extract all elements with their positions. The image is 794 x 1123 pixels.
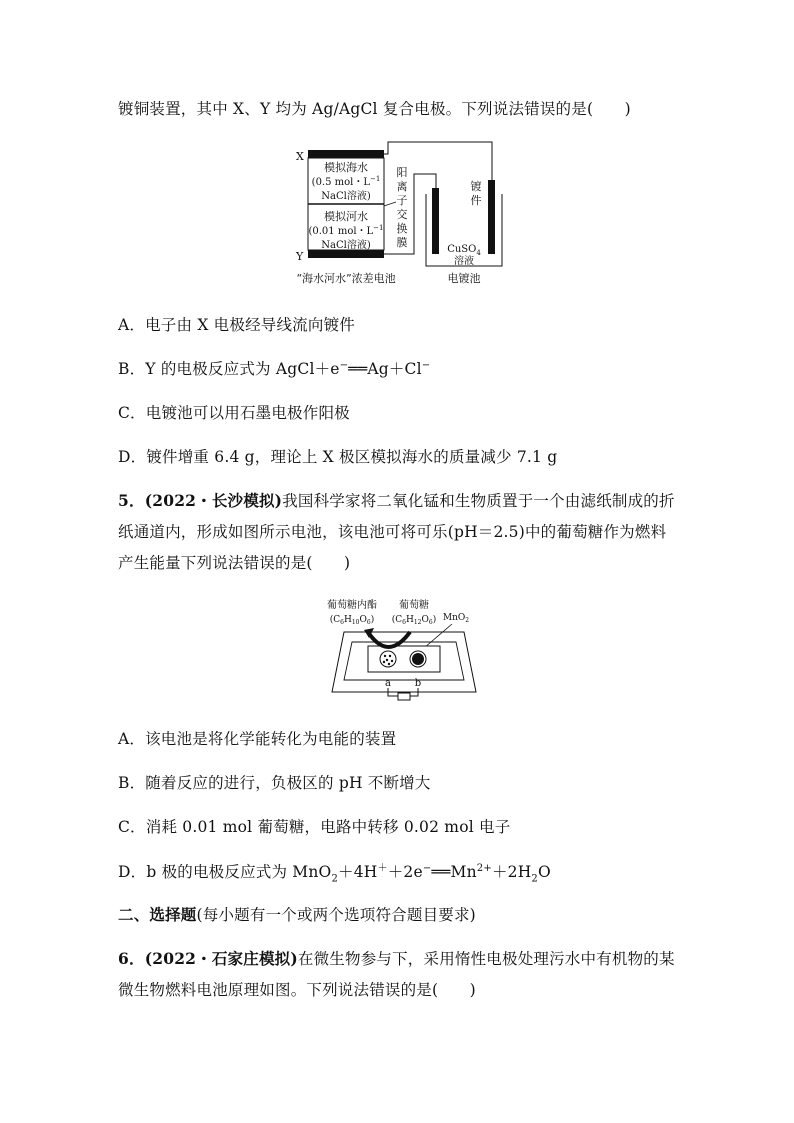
sea-text-3: NaCl溶液) xyxy=(321,191,371,202)
svg-text:(C6H12O6): $(C_6H_{12}O_6)$ xyxy=(391,615,437,626)
section-2-title: 二、选择题 xyxy=(118,905,197,924)
cuso4-text-2: 溶液 xyxy=(454,256,474,267)
anode-plate xyxy=(432,188,439,254)
q6-number: 6． xyxy=(118,949,145,968)
wire-y xyxy=(384,174,436,254)
membrane-char-5: 膜 xyxy=(396,236,408,249)
electrode-box xyxy=(368,646,440,672)
q4-option-a: A．电子由 X 电极经导线流向镀件 xyxy=(118,316,355,334)
figure-concentration-cell xyxy=(288,140,528,290)
membrane-char-0: 阳 xyxy=(396,166,408,179)
q5-line-1 xyxy=(118,489,675,511)
q4-b-mid: ══Ag＋Cl xyxy=(348,360,422,378)
q4-stem-tail: 镀铜装置，其中 X、Y 均为 Ag/AgCl 复合电极。下列说法错误的是( ) xyxy=(118,100,631,118)
label-y: Y xyxy=(296,250,304,263)
q6-line1-rest: 在微生物参与下，采用惰性电极处理污水中有机物的某 xyxy=(297,950,675,968)
river-text-3: NaCl溶液) xyxy=(321,240,371,251)
label-b: b xyxy=(414,678,422,689)
q5-option-b: B．随着反应的进行，负极区的 pH 不断增大 xyxy=(118,774,431,792)
q6-line-2: 微生物燃料电池原理如图。下列说法错误的是( ) xyxy=(118,981,476,999)
q5-option-c: C．消耗 0.01 mol 葡萄糖，电路中转移 0.02 mol 电子 xyxy=(118,818,511,836)
q6-source: (2022・石家庄模拟) xyxy=(144,949,298,968)
membrane-char-1: 离 xyxy=(396,180,408,193)
svg-text:(C6H10O6): $(C_6H_{10}O_6)$ xyxy=(329,615,375,626)
q4-option-b xyxy=(118,357,430,379)
load-resistor xyxy=(398,693,410,700)
sea-text-2: (0.5 mol・L xyxy=(311,177,370,188)
section-2-note: (每小题有一个或两个选项符合题目要求) xyxy=(196,906,476,924)
electrode-y xyxy=(308,250,384,258)
cathode-plate xyxy=(488,180,495,254)
plated-char-0: 镀 xyxy=(470,180,482,193)
membrane-char-2: 子 xyxy=(396,194,408,207)
river-text-1: 模拟河水 xyxy=(324,210,368,223)
section-2-heading xyxy=(118,903,476,925)
plated-char-1: 件 xyxy=(470,194,482,207)
q4-b-sup1: − xyxy=(339,359,349,371)
river-text-2: (0.01 mol・L xyxy=(308,226,374,237)
q5-line-3: 产生能量下列说法错误的是( ) xyxy=(118,554,351,572)
q5-option-d: D．b 极的电极反应式为 $MnO_2+4H^++2e^-══Mn^{2+}+2H_2O$ xyxy=(118,863,551,885)
svg-text:(0.5 mol・L−1 xyxy=(312,175,381,188)
q5-number: 5． xyxy=(118,491,145,510)
q4-b-sup2: − xyxy=(421,359,431,371)
sea-text-1: 模拟海水 xyxy=(324,161,368,174)
q4-b-pre: B．Y 的电极反应式为 AgCl＋e xyxy=(118,360,340,378)
river-text-2-sup: −1 xyxy=(373,224,384,232)
electrode-x xyxy=(308,150,384,158)
caption-plating-cell: 电镀池 xyxy=(447,272,481,285)
q5-line-2: 纸通道内，形成如图所示电池，该电池可将可乐(pH＝2.5)中的葡萄糖作为燃料 xyxy=(118,523,667,541)
sea-text-2-sup: −1 xyxy=(370,175,381,183)
cuso4-sub: 4 xyxy=(476,249,481,257)
label-a: a xyxy=(385,678,391,689)
svg-text:(0.01 mol・L−1 xyxy=(308,224,383,237)
cuso4-text: CuSO xyxy=(447,244,477,255)
label-x: X xyxy=(296,150,304,163)
membrane-char-4: 换 xyxy=(396,222,408,235)
figure-paper-cell xyxy=(318,596,490,708)
q5-option-a: A．该电池是将化学能转化为电能的装置 xyxy=(118,730,397,748)
caption-concentration-cell: “海水河水”浓差电池 xyxy=(296,272,396,285)
reaction-arc xyxy=(368,632,410,647)
mno2-label: MnO xyxy=(442,613,466,623)
q4-option-c: C．电镀池可以用石墨电极作阳极 xyxy=(118,404,350,422)
q5-source: (2022・长沙模拟) xyxy=(144,491,283,510)
svg-text:MnO2: MnO$_2$ xyxy=(442,613,470,624)
q4-option-d: D．镀件增重 6.4 g，理论上 X 极区模拟海水的质量减少 7.1 g xyxy=(118,448,558,466)
glucose-label: 葡萄糖 xyxy=(399,600,429,611)
q6-line-1 xyxy=(118,947,675,969)
q5-line1-rest: 我国科学家将二氧化锰和生物质置于一个由滤纸制成的折 xyxy=(282,492,675,510)
membrane-char-3: 交 xyxy=(396,208,408,221)
lactone-label: 葡萄糖内酯 xyxy=(327,600,377,611)
